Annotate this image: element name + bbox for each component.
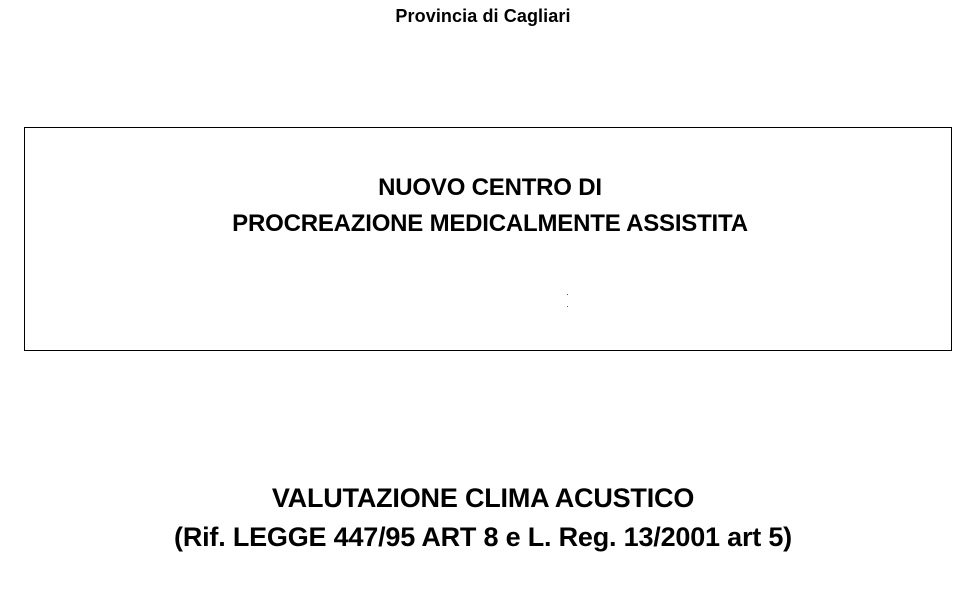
report-title: VALUTAZIONE CLIMA ACUSTICO [271,483,695,513]
report-reference: (Rif. LEGGE 447/95 ART 8 e L. Reg. 13/2001 art 5) [174,522,792,552]
scan-speck [567,294,568,295]
project-title-line-1: NUOVO CENTRO DI [378,174,602,201]
province-header: Provincia di Cagliari [395,6,571,26]
scan-speck [567,306,568,307]
report-title-block [0,479,966,557]
project-title-box [24,127,952,351]
project-title-line-2: PROCREAZIONE MEDICALMENTE ASSISTITA [232,210,748,237]
project-title [25,170,955,242]
